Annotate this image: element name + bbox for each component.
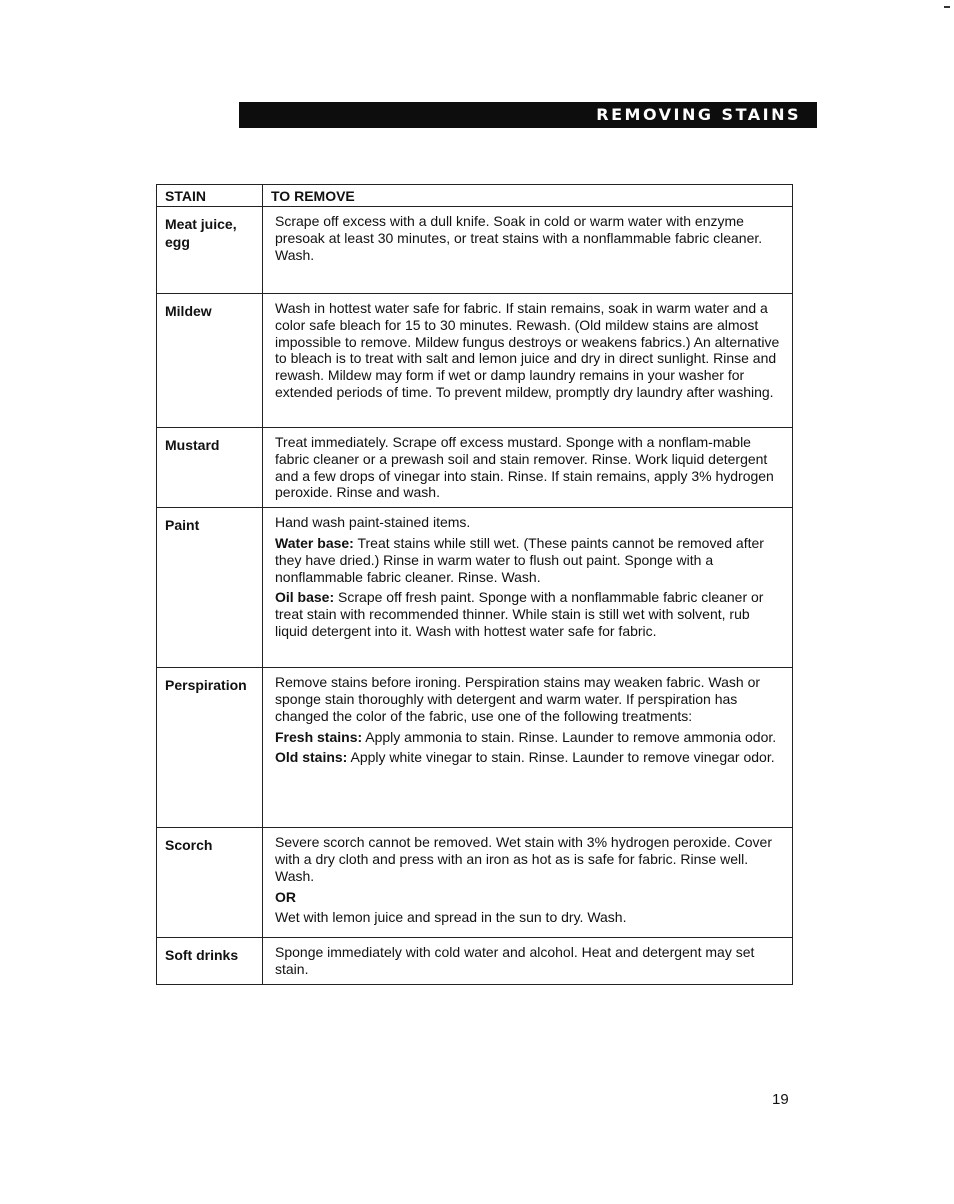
- sub-label: Water base:: [275, 534, 354, 551]
- instruction-paragraph: [275, 729, 782, 746]
- instruction-text: Sponge immediately with cold water and alcohol. Heat and detergent may set stain.: [275, 944, 755, 977]
- table-row: [157, 207, 793, 294]
- instruction-text: Wash in hottest water safe for fabric. If stain remains, soak in warm water and a color safe bleach for 15 to 30 minutes. Rewash. (Old mildew stains are almost impossible to remove. Mildew fungus destroys or weakens fabrics.) An alternative to bleach is to treat with salt and lemon juice and dry in direct sunlight. Rinse and rewash. Mildew may form if wet or damp laundry remains in your washer for extended periods of time. To prevent mildew, promptly dry laundry after washing.: [275, 300, 780, 400]
- instruction-text: Remove stains before ironing. Perspiration stains may weaken fabric. Wash or sponge stain thoroughly with detergent and warm water. If perspiration has changed the color of the fabric, use one of the following treatments:: [275, 674, 761, 724]
- or-label: OR: [275, 888, 296, 905]
- table-row: [157, 508, 793, 668]
- column-header-stain: STAIN: [157, 185, 263, 207]
- sub-label: Old stains:: [275, 749, 348, 766]
- section-header-bar: [239, 102, 817, 128]
- stain-name: Mildew: [157, 294, 263, 428]
- stain-name: Perspiration: [157, 668, 263, 828]
- section-title: REMOVING STAINS: [596, 105, 801, 124]
- removal-instructions: [263, 668, 793, 828]
- removal-instructions: [263, 508, 793, 668]
- stain-name: Meat juice, egg: [157, 207, 263, 294]
- page-number: 19: [772, 1091, 789, 1108]
- instruction-paragraph: [275, 749, 782, 766]
- table-row: [157, 428, 793, 508]
- instruction-text: Scrape off fresh paint. Sponge with a nonflammable fabric cleaner or treat stain with recommended thinner. While stain is still wet with solvent, rub liquid detergent into it. Wash with hottest water safe for fabric.: [275, 589, 764, 639]
- removal-instructions: [263, 428, 793, 508]
- removal-instructions: [263, 938, 793, 985]
- instruction-text: Hand wash paint-stained items.: [275, 514, 471, 531]
- instruction-paragraph: [275, 589, 782, 639]
- removal-instructions: [263, 294, 793, 428]
- stain-name: Scorch: [157, 828, 263, 938]
- sub-label: Fresh stains:: [275, 728, 363, 745]
- removal-instructions: [263, 207, 793, 294]
- table-row: [157, 294, 793, 428]
- instruction-text: Wet with lemon juice and spread in the sun to dry. Wash.: [275, 909, 627, 926]
- instruction-text: Severe scorch cannot be removed. Wet stain with 3% hydrogen peroxide. Cover with a dry cloth and press with an iron as hot as is safe for fabric. Rinse well. Wash.: [275, 834, 772, 884]
- instruction-text: Scrape off excess with a dull knife. Soak in cold or warm water with enzyme presoak at least 30 minutes, or treat stains with a nonflammable fabric cleaner. Wash.: [275, 213, 763, 263]
- instruction-paragraph: [275, 535, 782, 585]
- stain-name: Paint: [157, 508, 263, 668]
- table-row: [157, 828, 793, 938]
- instruction-text: Apply white vinegar to stain. Rinse. Launder to remove vinegar odor.: [347, 749, 775, 766]
- corner-mark: [944, 6, 950, 8]
- stain-removal-table: [156, 184, 793, 985]
- stain-name: Soft drinks: [157, 938, 263, 985]
- instruction-text: Apply ammonia to stain. Rinse. Launder to remove ammonia odor.: [362, 728, 777, 745]
- table-row: [157, 938, 793, 985]
- instruction-text: Treat immediately. Scrape off excess mustard. Sponge with a nonflam-mable fabric cleaner or a prewash soil and stain remover. Rinse. Work liquid detergent and a few drops of vinegar into stain. Rinse. If stain remains, apply 3% hydrogen peroxide. Rinse and wash.: [275, 434, 774, 501]
- stain-name: Mustard: [157, 428, 263, 508]
- column-header-to-remove: TO REMOVE: [263, 185, 793, 207]
- table-row: [157, 668, 793, 828]
- table-header-row: [157, 185, 793, 207]
- removal-instructions: [263, 828, 793, 938]
- instruction-text: Treat stains while still wet. (These paints cannot be removed after they have dried.) Rinse in warm water to flush out paint. Sponge with a nonflammable fabric cleaner. Rinse. Wash.: [275, 534, 764, 585]
- sub-label: Oil base:: [275, 589, 335, 606]
